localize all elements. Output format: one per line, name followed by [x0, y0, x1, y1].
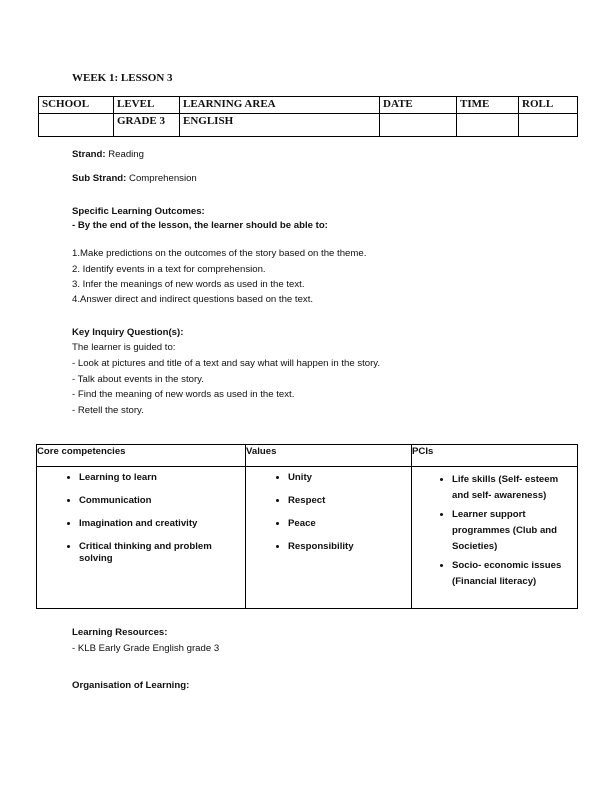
value-item: • Peace — [288, 518, 411, 530]
resources-heading: Learning Resources: — [72, 627, 168, 638]
strand-label: Strand: — [72, 149, 106, 160]
inquiry-item: - Find the meaning of new words as used in the text. — [72, 389, 295, 400]
values-cell — [246, 467, 412, 609]
value-item: • Respect — [288, 495, 411, 507]
inquiry-item: - Retell the story. — [72, 405, 144, 416]
outcome-item: 1.Make predictions on the outcomes of the story based on the theme. — [72, 248, 367, 259]
pci-item: • Learner support programmes (Club and Societies) — [452, 507, 577, 555]
strand — [72, 149, 144, 161]
header-pcis: PCIs — [412, 445, 578, 467]
organisation-heading: Organisation of Learning: — [72, 680, 190, 691]
core-item: • Communication — [79, 495, 245, 507]
lesson-header-table — [38, 96, 578, 137]
core-competencies-cell — [37, 467, 246, 609]
core-item: • Critical thinking and problem solving — [79, 541, 229, 565]
competency-table — [36, 444, 578, 609]
header-level: LEVEL — [114, 97, 180, 114]
core-item: • Imagination and creativity — [79, 518, 245, 530]
cell-school — [39, 114, 114, 137]
outcome-item: 3. Infer the meanings of new words as used in the text. — [72, 279, 305, 290]
outcomes-intro: - By the end of the lesson, the learner should be able to: — [72, 220, 328, 231]
header-core-competencies: Core competencies — [37, 445, 246, 467]
cell-time — [457, 114, 519, 137]
header-values: Values — [246, 445, 412, 467]
outcomes-heading: Specific Learning Outcomes: — [72, 206, 205, 217]
resource-item: - KLB Early Grade English grade 3 — [72, 643, 220, 654]
core-item: • Learning to learn — [79, 472, 245, 484]
inquiry-item: - Look at pictures and title of a text and say what will happen in the story. — [72, 358, 381, 369]
outcome-item: 2. Identify events in a text for comprehension. — [72, 264, 266, 275]
cell-date — [380, 114, 457, 137]
sub-strand — [72, 173, 197, 185]
header-roll: ROLL — [519, 97, 578, 114]
pcis-cell — [412, 467, 578, 609]
header-date: DATE — [380, 97, 457, 114]
cell-learning-area: ENGLISH — [180, 114, 380, 137]
inquiry-heading: Key Inquiry Question(s): — [72, 327, 184, 338]
inquiry-intro: The learner is guided to: — [72, 342, 176, 353]
outcome-item: 4.Answer direct and indirect questions based on the text. — [72, 294, 314, 305]
value-item: • Responsibility — [288, 541, 411, 553]
pci-item: • Socio- economic issues (Financial literacy) — [452, 558, 577, 590]
pci-item: • Life skills (Self- esteem and self- awareness) — [452, 472, 577, 504]
sub-strand-value: Comprehension — [126, 173, 197, 184]
header-learning-area: LEARNING AREA — [180, 97, 380, 114]
inquiry-item: - Talk about events in the story. — [72, 374, 204, 385]
sub-strand-label: Sub Strand: — [72, 173, 127, 184]
cell-level: GRADE 3 — [114, 114, 180, 137]
lesson-title: WEEK 1: LESSON 3 — [72, 72, 173, 84]
strand-value: Reading — [105, 149, 144, 160]
value-item: • Unity — [288, 472, 411, 484]
header-time: TIME — [457, 97, 519, 114]
header-school: SCHOOL — [39, 97, 114, 114]
cell-roll — [519, 114, 578, 137]
